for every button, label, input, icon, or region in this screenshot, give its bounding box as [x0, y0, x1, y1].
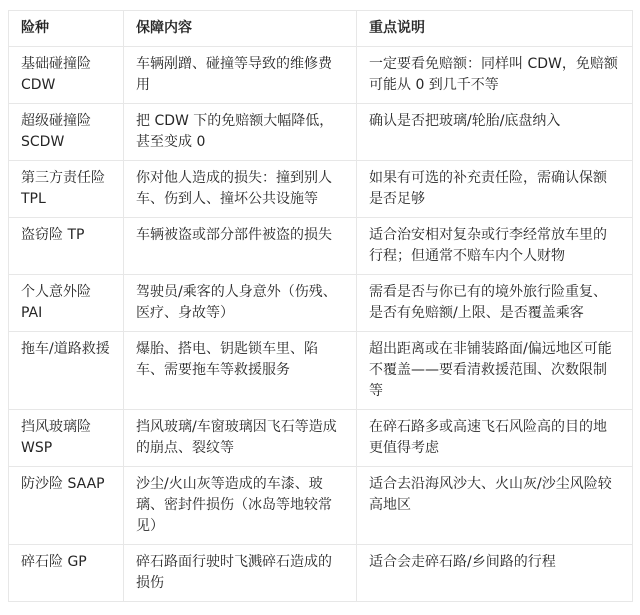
- cell-insurance-type: 超级碰撞险 SCDW: [9, 104, 124, 161]
- cell-insurance-type: 盗窃险 TP: [9, 218, 124, 275]
- table-row: [9, 218, 633, 275]
- cell-coverage: 车辆剐蹭、碰撞等导致的维修费用: [124, 47, 357, 104]
- cell-notes: 确认是否把玻璃/轮胎/底盘纳入: [357, 104, 633, 161]
- cell-notes: 适合去沿海风沙大、火山灰/沙尘风险较高地区: [357, 467, 633, 545]
- header-coverage: 保障内容: [124, 11, 357, 47]
- table-row: [9, 47, 633, 104]
- table-header-row: [9, 11, 633, 47]
- cell-coverage: 挡风玻璃/车窗玻璃因飞石等造成的崩点、裂纹等: [124, 410, 357, 467]
- cell-coverage: 爆胎、搭电、钥匙锁车里、陷车、需要拖车等救援服务: [124, 332, 357, 410]
- header-notes: 重点说明: [357, 11, 633, 47]
- cell-coverage: 把 CDW 下的免赔额大幅降低，甚至变成 0: [124, 104, 357, 161]
- cell-coverage: 驾驶员/乘客的人身意外（伤残、医疗、身故等）: [124, 275, 357, 332]
- cell-notes: 适合治安相对复杂或行李经常放车里的行程；但通常不赔车内个人财物: [357, 218, 633, 275]
- cell-insurance-type: 个人意外险 PAI: [9, 275, 124, 332]
- cell-insurance-type: 防沙险 SAAP: [9, 467, 124, 545]
- cell-notes: 超出距离或在非铺装路面/偏远地区可能不覆盖——要看清救援范围、次数限制等: [357, 332, 633, 410]
- cell-notes: 在碎石路多或高速飞石风险高的目的地更值得考虑: [357, 410, 633, 467]
- table-row: [9, 332, 633, 410]
- cell-coverage: 车辆被盗或部分部件被盗的损失: [124, 218, 357, 275]
- cell-notes: 一定要看免赔额：同样叫 CDW，免赔额可能从 0 到几千不等: [357, 47, 633, 104]
- cell-coverage: 你对他人造成的损失：撞到别人车、伤到人、撞坏公共设施等: [124, 161, 357, 218]
- header-insurance-type: 险种: [9, 11, 124, 47]
- cell-insurance-type: 基础碰撞险 CDW: [9, 47, 124, 104]
- cell-coverage: 沙尘/火山灰等造成的车漆、玻璃、密封件损伤（冰岛等地较常见）: [124, 467, 357, 545]
- cell-notes: 需看是否与你已有的境外旅行险重复、是否有免赔额/上限、是否覆盖乘客: [357, 275, 633, 332]
- cell-notes: 如果有可选的补充责任险，需确认保额是否足够: [357, 161, 633, 218]
- cell-coverage: 碎石路面行驶时飞溅碎石造成的损伤: [124, 545, 357, 602]
- cell-insurance-type: 碎石险 GP: [9, 545, 124, 602]
- table-row: [9, 410, 633, 467]
- table-row: [9, 161, 633, 218]
- table-row: [9, 104, 633, 161]
- cell-insurance-type: 挡风玻璃险 WSP: [9, 410, 124, 467]
- cell-insurance-type: 第三方责任险 TPL: [9, 161, 124, 218]
- cell-notes: 适合会走碎石路/乡间路的行程: [357, 545, 633, 602]
- table-row: [9, 545, 633, 602]
- table-row: [9, 275, 633, 332]
- table-row: [9, 467, 633, 545]
- cell-insurance-type: 拖车/道路救援: [9, 332, 124, 410]
- insurance-table: [8, 10, 633, 602]
